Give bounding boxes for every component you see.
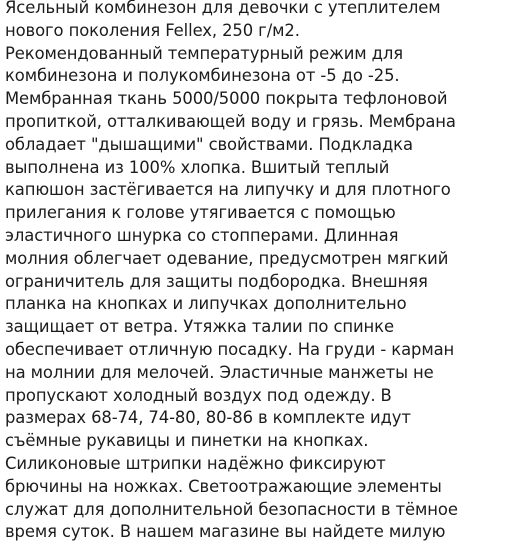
description-line: комбинезона и полукомбинезона от -5 до -25.: [5, 66, 400, 86]
description-line: нового поколения Fellex, 250 г/м2.: [5, 20, 300, 40]
description-line: прилегания к голове утягивается с помощью: [5, 203, 396, 223]
description-line: пропускают холодный воздух под одежду. В: [5, 385, 392, 405]
description-line: молния облегчает одевание, предусмотрен мягкий: [5, 248, 449, 268]
description-line: размерах 68-74, 74-80, 80-86 в комплекте идут: [5, 408, 411, 428]
product-description: [5, 0, 517, 544]
description-line: Ясельный комбинезон для девочки с утеплителем: [5, 0, 441, 17]
description-line: съёмные рукавицы и пинетки на кнопках.: [5, 431, 369, 451]
description-line: брючины на ножках. Светоотражающие элементы: [5, 476, 442, 496]
description-line: капюшон застёгивается на липучку и для плотного: [5, 180, 451, 200]
description-line: Рекомендованный температурный режим для: [5, 43, 404, 63]
description-line: защищает от ветра. Утяжка талии по спинке: [5, 317, 394, 337]
description-line: на молнии для мелочей. Эластичные манжеты не: [5, 362, 434, 382]
description-line: обладает "дышащими" свойствами. Подкладка: [5, 134, 413, 154]
description-line: служат для дополнительной безопасности в тёмное: [5, 499, 458, 519]
description-line: Мембранная ткань 5000/5000 покрыта тефлоновой: [5, 89, 448, 109]
description-line: планка на кнопках и липучках дополнительно: [5, 294, 407, 314]
description-line: ограничитель для защиты подбородка. Внешняя: [5, 271, 428, 291]
description-line: время суток. В нашем магазине вы найдете милую: [5, 522, 446, 542]
description-line: эластичного шнурка со стопперами. Длинная: [5, 225, 399, 245]
description-line: выполнена из 100% хлопка. Вшитый теплый: [5, 157, 390, 177]
description-line: Силиконовые штрипки надёжно фиксируют: [5, 453, 386, 473]
description-line: обеспечивает отличную посадку. На груди - карман: [5, 339, 455, 359]
description-line: пропиткой, отталкивающей воду и грязь. Мембрана: [5, 111, 456, 131]
